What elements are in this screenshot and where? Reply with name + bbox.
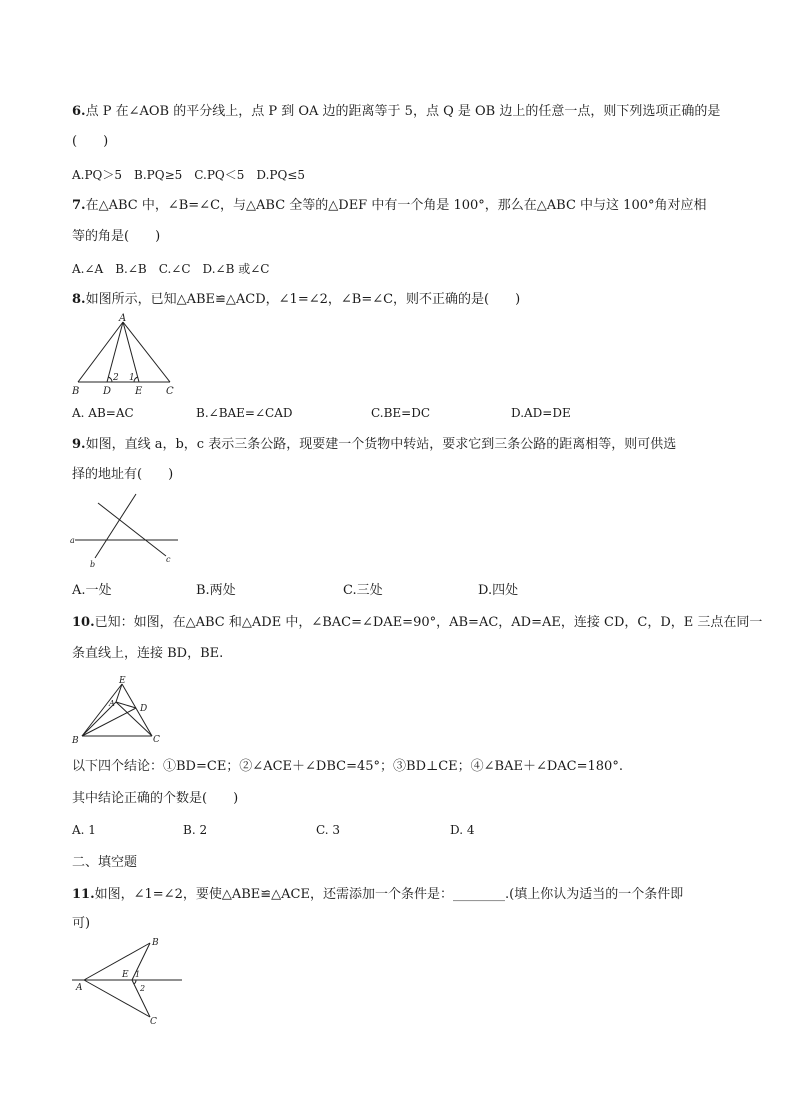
q11-segment-ab: [84, 943, 150, 980]
q8-label-c: C: [166, 386, 174, 397]
q8-figure: [70, 314, 190, 398]
q10-segment-bd: [82, 708, 136, 736]
q9-option-b: B.两处: [196, 583, 236, 598]
q11-label-2: 2: [140, 984, 146, 993]
q8-option-c: C.BE=DC: [371, 406, 431, 420]
q8-line1: [72, 291, 520, 309]
q11-label-a: A: [76, 983, 83, 993]
q11-figure: [70, 934, 190, 1026]
q11-line2: 可): [72, 916, 91, 931]
q11-line1: [72, 886, 683, 904]
q10-line2: 条直线上，连接 BD，BE.: [72, 646, 224, 661]
q10-label-e: E: [119, 676, 126, 686]
q8-text: 如图所示，已知△ABE≌△ACD，∠1=∠2，∠B=∠C，则不正确的是( ): [85, 292, 521, 307]
q6-line1: [72, 103, 720, 121]
q10-label-b: B: [72, 736, 79, 746]
q7-options: A.∠A B.∠B C.∠C D.∠B 或∠C: [72, 262, 270, 276]
q11-label-c: C: [150, 1017, 157, 1027]
q9-option-c: C.三处: [343, 583, 383, 598]
q9-line-c: [98, 503, 166, 556]
q9-label-a: a: [70, 536, 75, 545]
q9-label-b: b: [90, 560, 96, 569]
q9-line2: 择的地址有( ): [72, 467, 174, 482]
q10-number: 10.: [72, 615, 95, 630]
q6-line2: ( ): [72, 134, 109, 149]
q10-conclusions: 以下四个结论：①BD=CE；②∠ACE＋∠DBC=45°；③BD⊥CE；④∠BAE＋∠DAC=180°.: [72, 759, 623, 774]
q9-option-d: D.四处: [478, 583, 519, 598]
q11-number: 11.: [72, 887, 95, 902]
q11-text: 如图，∠1=∠2，要使△ABE≌△ACE，还需添加一个条件是：________.(填上你认为适当的一个条件即: [94, 887, 684, 902]
q10-option-b: B. 2: [183, 823, 208, 837]
q8-label-e: E: [135, 386, 143, 397]
q9-line-b: [95, 494, 136, 558]
q6-options: A.PQ＞5 B.PQ≥5 C.PQ＜5 D.PQ≤5: [72, 168, 305, 182]
q10-text: 已知：如图，在△ABC 和△ADE 中，∠BAC=∠DAE=90°，AB=AC，AD=AE，连接 CD，C，D，E 三点在同一: [94, 615, 763, 630]
q9-text: 如图，直线 a，b，c 表示三条公路，现要建一个货物中转站，要求它到三条公路的距离相等，则可供选: [85, 437, 677, 452]
q7-text: 在△ABC 中，∠B=∠C，与△ABC 全等的△DEF 中有一个角是 100°，那么在△ABC 中与这 100°角对应相: [85, 198, 707, 213]
q8-number: 8.: [72, 292, 86, 307]
q10-segment-ec: [122, 684, 152, 736]
q10-label-d: D: [140, 704, 148, 714]
q11-angle-2-arc: [134, 980, 136, 984]
q8-option-d: D.AD=DE: [511, 406, 571, 420]
q10-label-c: C: [153, 735, 160, 745]
q8-label-a: A: [119, 313, 127, 324]
q10-option-a: A. 1: [72, 823, 96, 837]
q7-line2: 等的角是( ): [72, 229, 161, 244]
q7-line1: [72, 197, 707, 215]
q6-number: 6.: [72, 104, 86, 119]
q8-label-1: 1: [129, 373, 135, 383]
q8-label-2: 2: [113, 373, 119, 383]
q10-segment-be: [82, 684, 122, 736]
q10-figure: [70, 674, 170, 746]
q11-label-1: 1: [135, 970, 141, 979]
q6-text: 点 P 在∠AOB 的平分线上，点 P 到 OA 边的距离等于 5，点 Q 是 OB 边上的任意一点，则下列选项正确的是: [85, 104, 721, 119]
q11-label-b: B: [152, 938, 159, 948]
q10-label-a: A: [109, 699, 115, 708]
q9-figure: [70, 494, 180, 572]
q9-number: 9.: [72, 437, 86, 452]
q8-option-a: A. AB=AC: [72, 406, 134, 420]
q9-line1: [72, 436, 676, 454]
q8-label-b: B: [72, 386, 80, 397]
q11-label-e: E: [122, 970, 129, 980]
q10-segment-ae: [116, 684, 122, 702]
q7-number: 7.: [72, 198, 86, 213]
q9-label-c: c: [166, 555, 171, 564]
q9-option-a: A.一处: [72, 583, 112, 598]
q10-option-d: D. 4: [450, 823, 475, 837]
q10-option-c: C. 3: [316, 823, 341, 837]
q10-line1: [72, 614, 762, 632]
q10-question: 其中结论正确的个数是( ): [72, 791, 239, 806]
q8-label-d: D: [103, 386, 112, 397]
q8-option-b: B.∠BAE=∠CAD: [196, 406, 293, 420]
section-title-fill-in: 二、填空题: [72, 855, 138, 870]
